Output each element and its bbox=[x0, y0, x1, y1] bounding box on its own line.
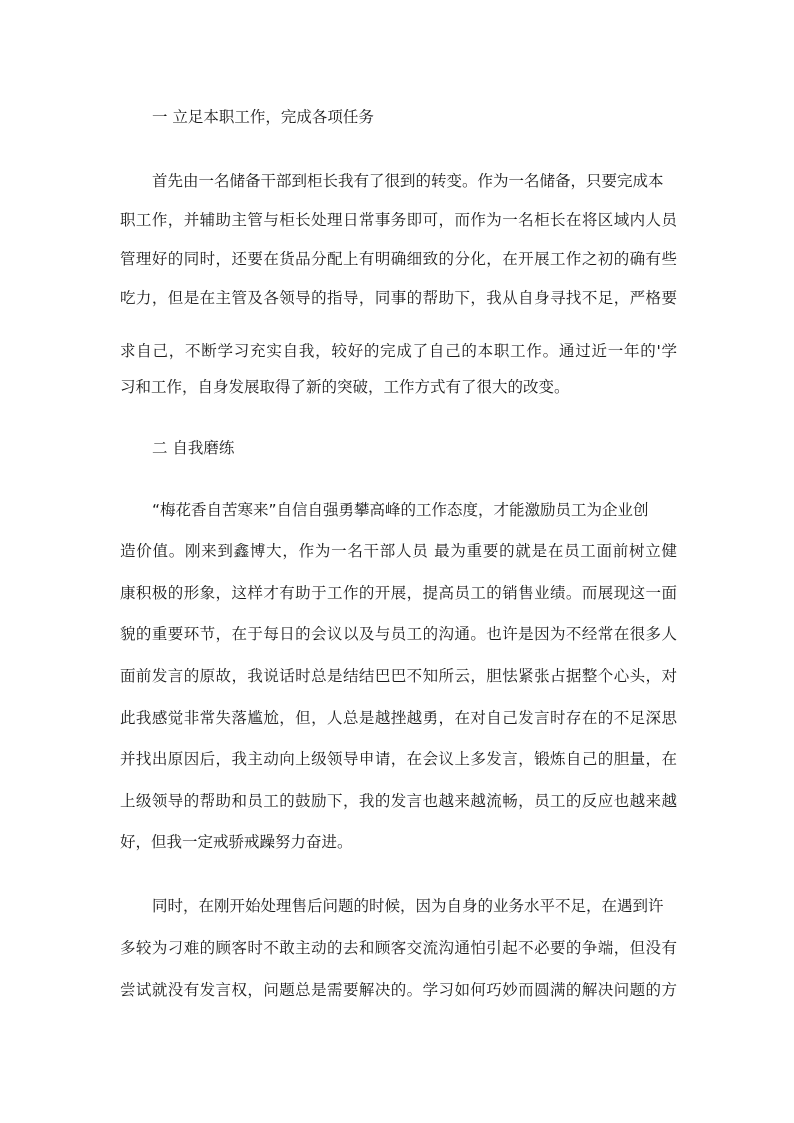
paragraph-line: 造价值。刚来到鑫博大，作为一名干部人员 最为重要的就是在员工面前树立健 bbox=[120, 542, 677, 560]
paragraph-line: 并找出原因后，我主动向上级领导申请，在会议上多发言，锻炼自己的胆量，在 bbox=[120, 750, 677, 768]
paragraph-line: “梅花香自苦寒来”自信自强勇攀高峰的工作态度，才能激励员工为企业创 bbox=[152, 501, 649, 519]
paragraph-line: 首先由一名储备干部到柜长我有了很到的转变。作为一名储备，只要完成本 bbox=[152, 172, 664, 190]
paragraph-line: 吃力，但是在主管及各领导的指导，同事的帮助下，我从自身寻找不足，严格要 bbox=[120, 289, 677, 307]
section-heading-1: 一 立足本职工作，完成各项任务 bbox=[152, 108, 374, 126]
paragraph-line: 管理好的同时，还要在货品分配上有明确细致的分化，在开展工作之初的确有些 bbox=[120, 250, 677, 268]
paragraph-line: 康积极的形象，这样才有助于工作的开展，提高员工的销售业绩。而展现这一面 bbox=[120, 584, 677, 602]
paragraph-line: 习和工作，自身发展取得了新的突破，工作方式有了很大的改变。 bbox=[120, 378, 570, 396]
paragraph-line: 尝试就没有发言权，问题总是需要解决的。学习如何巧妙而圆满的解决问题的方 bbox=[120, 981, 677, 999]
paragraph-line: 好，但我一定戒骄戒躁努力奋进。 bbox=[120, 833, 353, 851]
paragraph-line: 上级领导的帮助和员工的鼓励下，我的发言也越来越流畅，员工的反应也越来越 bbox=[120, 792, 677, 810]
paragraph-line: 此我感觉非常失落尴尬，但，人总是越挫越勇，在对自己发言时存在的不足深思 bbox=[120, 709, 677, 727]
paragraph-line: 面前发言的原故，我说话时总是结结巴巴不知所云，胆怯紧张占据整个心头，对 bbox=[120, 667, 677, 685]
paragraph-line: 多较为刁难的顾客时不敢主动的去和顾客交流沟通怕引起不必要的争端，但没有 bbox=[120, 939, 677, 957]
paragraph-line: 同时，在刚开始处理售后问题的时候，因为自身的业务水平不足，在遇到许 bbox=[152, 897, 664, 915]
paragraph-line: 职工作，并辅助主管与柜长处理日常事务即可，而作为一名柜长在将区域内人员 bbox=[120, 211, 677, 229]
section-heading-2: 二 自我磨练 bbox=[152, 439, 235, 457]
paragraph-line: 求自己，不断学习充实自我，较好的完成了自己的本职工作。通过近一年的'学 bbox=[120, 342, 677, 360]
paragraph-line: 貌的重要环节，在于每日的会议以及与员工的沟通。也许是因为不经常在很多人 bbox=[120, 625, 677, 643]
